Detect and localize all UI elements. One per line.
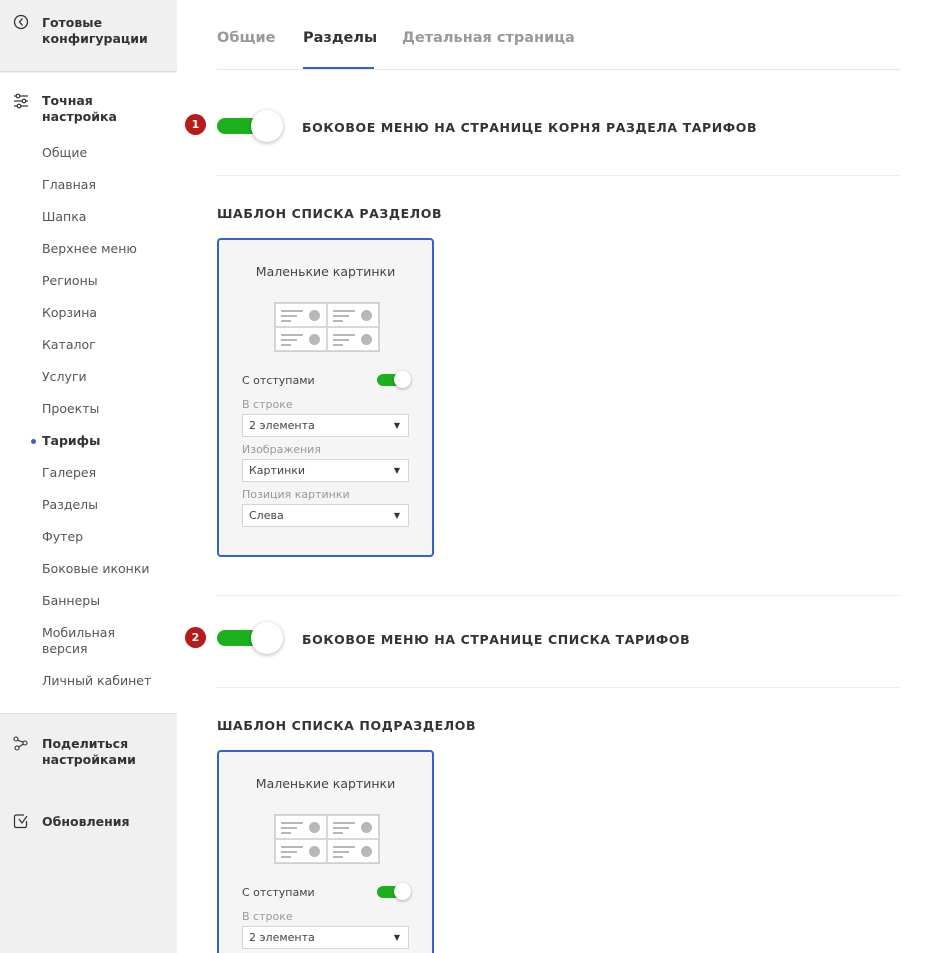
compass-icon <box>13 14 29 30</box>
image-position-label: Позиция картинки <box>242 488 350 501</box>
card-title: Маленькие картинки <box>255 776 396 791</box>
divider <box>217 595 900 596</box>
active-tab-underline <box>303 67 374 69</box>
template-card-small-pictures[interactable] <box>217 238 434 557</box>
side-menu-root-label: БОКОВОЕ МЕНЮ НА СТРАНИЦЕ КОРНЯ РАЗДЕЛА ТАРИФОВ <box>302 120 758 135</box>
per-row-select[interactable] <box>242 414 409 437</box>
tab-bar <box>217 0 900 70</box>
triangle-down-icon: ▼ <box>393 466 400 475</box>
sliders-icon <box>13 93 29 109</box>
share-icon <box>13 735 29 751</box>
image-position-select[interactable] <box>242 504 409 527</box>
with-padding-label: С отступами <box>242 374 315 387</box>
toggle-knob <box>251 110 283 142</box>
per-row-label: В строке <box>242 398 293 411</box>
triangle-down-icon: ▼ <box>393 511 400 520</box>
preview-cell <box>275 327 327 351</box>
step-badge-1: 1 <box>185 114 206 135</box>
sidebar-item-tariffs[interactable]: Тарифы <box>42 433 101 448</box>
per-row-value: 2 элемента <box>249 419 315 432</box>
sidebar-item-account[interactable]: Личный кабинет <box>42 673 152 688</box>
toggle-knob <box>394 371 411 388</box>
sidebar-item-footer[interactable]: Футер <box>42 529 84 544</box>
sidebar-item-catalog[interactable]: Каталог <box>42 337 96 352</box>
with-padding-toggle[interactable] <box>377 883 411 901</box>
images-value: Картинки <box>249 464 306 477</box>
ready-configs-section[interactable] <box>0 0 177 72</box>
sidebar-item-projects[interactable]: Проекты <box>42 401 100 416</box>
share-settings-link[interactable]: Поделиться настройками <box>42 736 136 767</box>
preview-cell <box>327 839 379 863</box>
preview-cell <box>275 839 327 863</box>
card-title: Маленькие картинки <box>255 264 396 279</box>
per-row-value: 2 элемента <box>249 931 315 944</box>
sidebar-item-sections[interactable]: Разделы <box>42 497 99 512</box>
tab-sections[interactable]: Разделы <box>303 30 378 46</box>
with-padding-label: С отступами <box>242 886 315 899</box>
preview-cell <box>327 815 379 839</box>
sidebar-item-cart[interactable]: Корзина <box>42 305 98 320</box>
sidebar-item-main[interactable]: Главная <box>42 177 96 192</box>
images-label: Изображения <box>242 443 321 456</box>
preview-cell <box>275 815 327 839</box>
preview-cell <box>327 327 379 351</box>
step-badge-2: 2 <box>185 627 206 648</box>
sidebar-item-top-menu[interactable]: Верхнее меню <box>42 241 137 256</box>
layout-preview <box>274 814 380 864</box>
ready-configs-label: Готовые конфигурации <box>42 15 148 46</box>
toggle-knob <box>251 622 283 654</box>
tab-detail-page[interactable]: Детальная страница <box>402 30 575 46</box>
image-position-value: Слева <box>249 509 284 522</box>
images-select[interactable] <box>242 459 409 482</box>
per-row-label: В строке <box>242 910 293 923</box>
divider <box>217 687 900 688</box>
sidebar-item-gallery[interactable]: Галерея <box>42 465 97 480</box>
sidebar-item-general[interactable]: Общие <box>42 145 88 160</box>
preview-cell <box>275 303 327 327</box>
preview-cell <box>327 303 379 327</box>
fine-tuning-section <box>0 73 177 713</box>
sidebar-item-services[interactable]: Услуги <box>42 369 87 384</box>
active-indicator-dot <box>31 439 36 444</box>
layout-preview <box>274 302 380 352</box>
bottom-section <box>0 713 177 953</box>
side-menu-list-toggle[interactable] <box>217 622 283 654</box>
tab-general[interactable]: Общие <box>217 30 276 46</box>
section-list-template-title: ШАБЛОН СПИСКА РАЗДЕЛОВ <box>217 206 443 221</box>
template-card-small-pictures-2[interactable] <box>217 750 434 953</box>
sidebar-item-regions[interactable]: Регионы <box>42 273 98 288</box>
sidebar-item-header[interactable]: Шапка <box>42 209 87 224</box>
subsection-list-template-title: ШАБЛОН СПИСКА ПОДРАЗДЕЛОВ <box>217 718 477 733</box>
updates-link[interactable]: Обновления <box>42 814 130 829</box>
per-row-select[interactable] <box>242 926 409 949</box>
triangle-down-icon: ▼ <box>393 933 400 942</box>
with-padding-toggle[interactable] <box>377 371 411 389</box>
side-menu-list-label: БОКОВОЕ МЕНЮ НА СТРАНИЦЕ СПИСКА ТАРИФОВ <box>302 632 691 647</box>
update-icon <box>13 813 29 829</box>
side-menu-root-toggle[interactable] <box>217 110 283 142</box>
toggle-knob <box>394 883 411 900</box>
divider <box>217 175 900 176</box>
sidebar-item-mobile[interactable]: Мобильная версия <box>42 625 115 656</box>
triangle-down-icon: ▼ <box>393 421 400 430</box>
sidebar <box>0 0 177 953</box>
fine-tuning-label: Точная настройка <box>42 93 117 124</box>
sidebar-item-side-icons[interactable]: Боковые иконки <box>42 561 150 576</box>
sidebar-item-banners[interactable]: Баннеры <box>42 593 101 608</box>
